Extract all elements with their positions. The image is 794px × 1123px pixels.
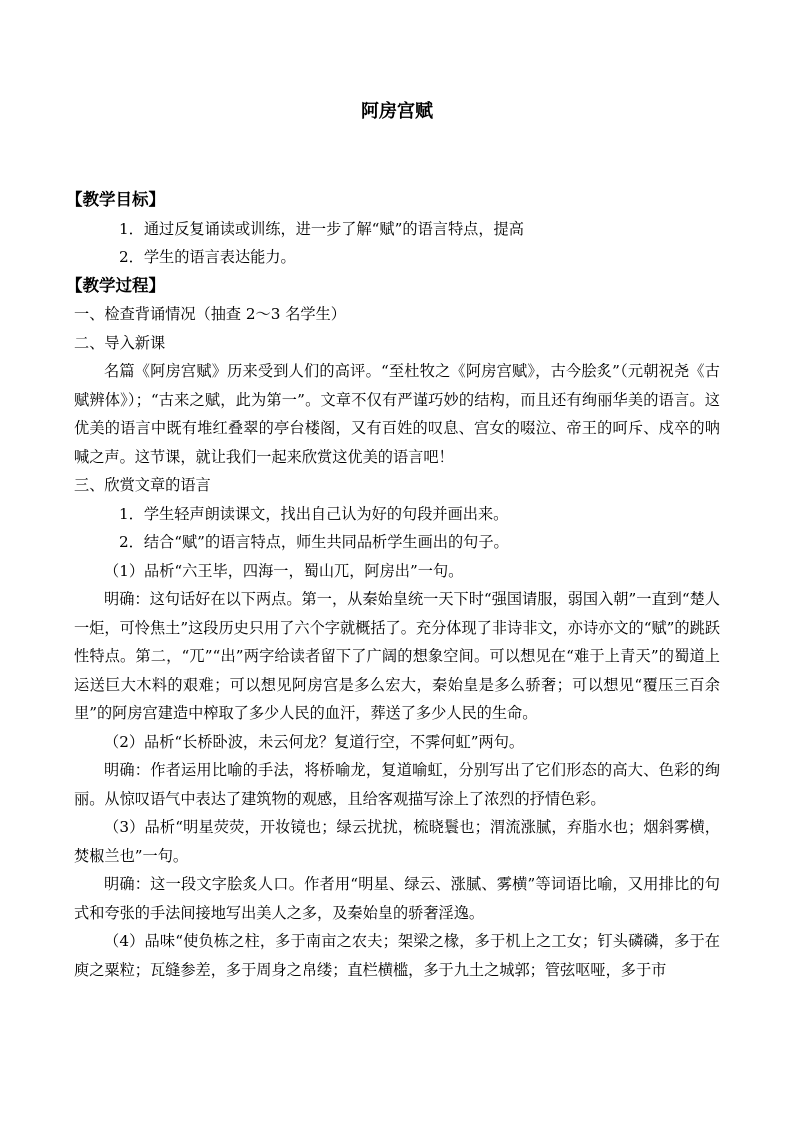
question-2: （2）品析“长桥卧波，未云何龙？复道行空，不霁何虹”两句。 [104, 732, 525, 751]
intro-paragraph: 名篇《阿房宫赋》历来受到人们的高评。“至杜牧之《阿房宫赋》，古今脍炙”（元朝祝尧《古赋辨体》）；“古来之赋，此为第一”。文章不仅有严谨巧妙的结构，而且还有绚丽华美的语言。这优美的语言中既有堆红叠翠的亭台楼阁，又有百姓的叹息、宫女的啜泣、帝王的呵斥、戍卒的呐喊之声。这节课，就让我们一起来欣赏这优美的语言吧！ [74, 362, 720, 466]
answer-2: 明确：作者运用比喻的手法，将桥喻龙，复道喻虹，分别写出了它们形态的高大、色彩的绚丽。从惊叹语气中表达了建筑物的观感，且给客观描写涂上了浓烈的抒情色彩。 [74, 761, 720, 808]
document-title: 阿房宫赋 [361, 101, 433, 122]
task-1: 1．学生轻声朗读课文，找出自己认为好的句段并画出来。 [119, 504, 509, 523]
goal-item-1: 1．通过反复诵读或训练，进一步了解“赋”的语言特点，提高 [119, 219, 524, 238]
document-body [66, 186, 720, 984]
step-1: 一、检查背诵情况（抽查 2～3 名学生） [74, 305, 346, 323]
section-heading-process: 【教学过程】 [66, 275, 165, 295]
step-3: 三、欣赏文章的语言 [74, 476, 211, 494]
answer-1: 明确：这句话好在以下两点。第一，从秦始皇统一天下时“强国请服，弱国入朝”一直到“楚人一炬，可怜焦土”这段历史只用了六个字就概括了。充分体现了非诗非文，亦诗亦文的“赋”的跳跃性特点。第二，“兀”“出”两字给读者留下了广阔的想象空间。可以想见在“难于上青天”的蜀道上运送巨大木料的艰难；可以想见阿房宫是多么宏大，秦始皇是多么骄奢；可以想见“覆压三百余里”的阿房宫建造中榨取了多少人民的血汗，葬送了多少人民的生命。 [74, 590, 720, 722]
task-2: 2．结合“赋”的语言特点，师生共同品析学生画出的句子。 [119, 533, 509, 551]
answer-3: 明确：这一段文字脍炙人口。作者用“明星、绿云、涨腻、雾横”等词语比喻，又用排比的句式和夸张的手法间接地写出美人之多，及秦始皇的骄奢淫逸。 [74, 875, 720, 922]
question-1: （1）品析“六王毕，四海一，蜀山兀，阿房出”一句。 [104, 561, 464, 580]
question-3: （3）品析“明星荧荧，开妆镜也；绿云扰扰，梳晓鬟也；渭流涨腻，弃脂水也；烟斜雾横，焚椒兰也”一句。 [74, 818, 720, 865]
goal-item-2: 2．学生的语言表达能力。 [119, 248, 296, 266]
section-heading-goals: 【教学目标】 [66, 190, 165, 209]
question-4: （4）品味“使负栋之柱，多于南亩之农夫；架梁之椽，多于机上之工女；钉头磷磷，多于在庾之粟粒；瓦缝参差，多于周身之帛缕；直栏横槛，多于九土之城郭；管弦呕哑，多于市 [74, 932, 720, 979]
step-2: 二、导入新课 [74, 333, 166, 352]
